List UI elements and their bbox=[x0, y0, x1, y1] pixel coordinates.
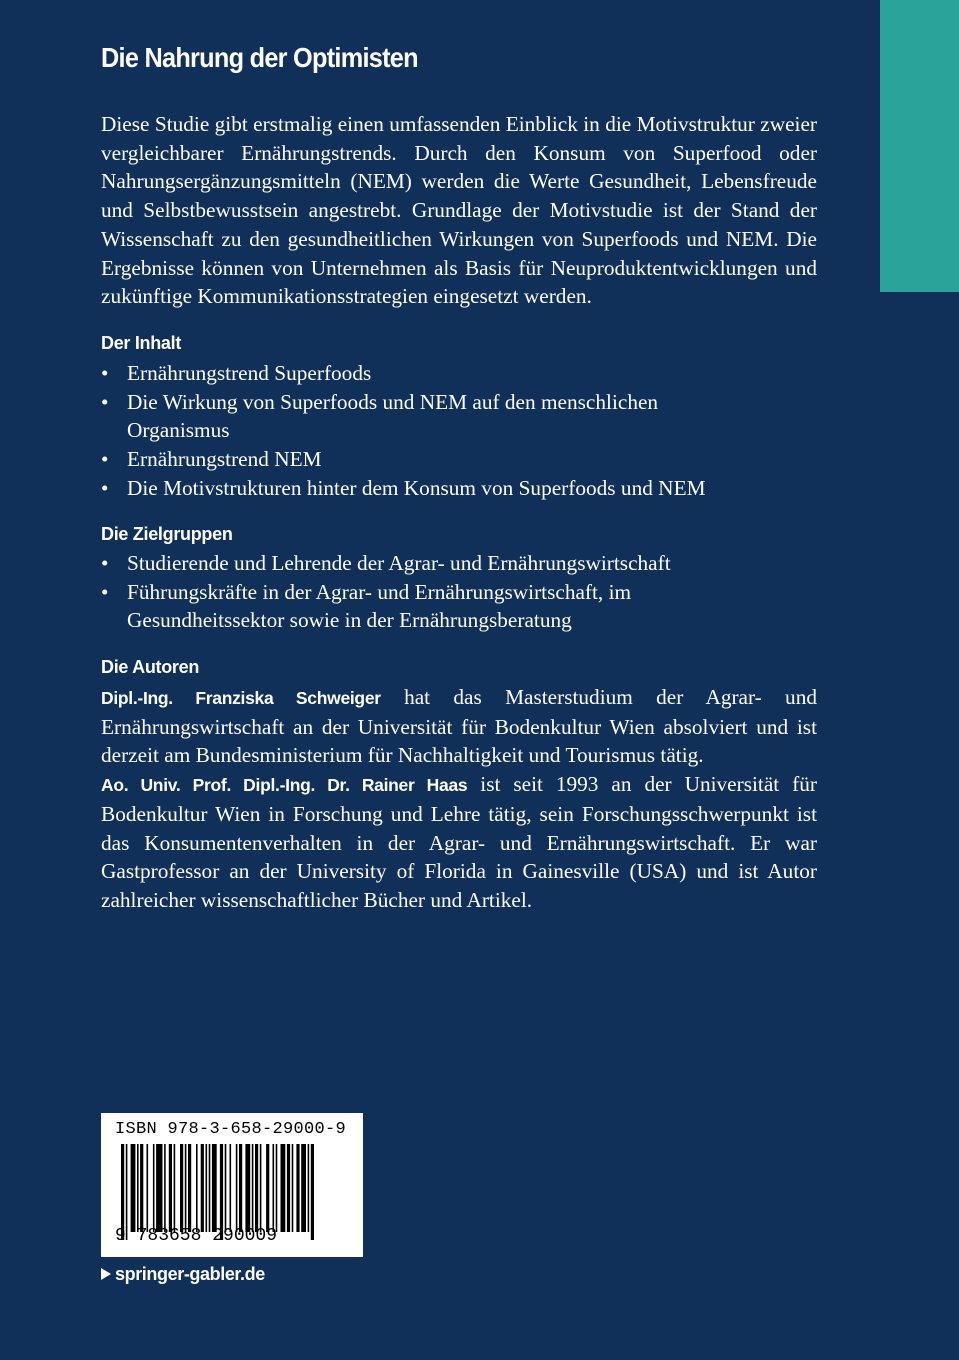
barcode-bar bbox=[201, 1144, 204, 1232]
isbn-label: ISBN 978-3-658-29000-9 bbox=[115, 1120, 347, 1139]
barcode-bar bbox=[206, 1144, 208, 1232]
barcode-bar bbox=[308, 1144, 310, 1232]
barcode-bar bbox=[156, 1144, 162, 1232]
barcode-bar bbox=[296, 1144, 299, 1232]
barcode-bar bbox=[260, 1144, 262, 1232]
barcode-bar bbox=[255, 1144, 258, 1232]
barcode-bar bbox=[281, 1144, 286, 1232]
list-item: • Führungskräfte in der Agrar- und Ernährungswirtschaft, im Gesundheitssektor sowie in der Ernährungsberatung bbox=[101, 579, 632, 633]
barcode-bar bbox=[185, 1144, 187, 1232]
author-bio: hat das Masterstudium der Agrar- und Ernährungswirtschaft an der Universität für Bodenkultur Wien absolviert und ist derzeit am Bundesministerium für Nachhaltigkeit und Tourismus tätig. bbox=[101, 685, 818, 768]
book-title: Die Nahrung der Optimisten bbox=[101, 42, 418, 73]
barcode-bar bbox=[311, 1144, 314, 1240]
author-bio: ist seit 1993 an der Universität für Bodenkultur Wien in Forschung und Lehre tätig, sein Forschungsschwerpunkt ist das Konsumentenverhalten in der Agrar- und Ernährungswirtschaft. Er war Gastprofessor an der University of Florida in Gainesville (USA) und ist Autor zahlreicher wissenschaftlicher Bücher und Artikel. bbox=[101, 772, 817, 912]
barcode-bar bbox=[276, 1144, 278, 1232]
intro-paragraph: Diese Studie gibt erstmalig einen umfassenden Einblick in die Motivstruktur zweier vergleichbarer Ernährungstrends. Durch den Konsum von Superfood oder Nahrungsergänzungsmitteln (NEM) werden die Werte Gesundheit, Lebensfreude und Selbstbewusstsein angestrebt. Grundlage der Motivstudie ist der Stand der Wissenschaft zu den gesundheitlichen Wirkungen von Superfoods und NEM. Die Ergebnisse können von Unternehmen als Basis für Neuproduktentwicklungen und zukünftige Kommunikationsstrategien eingesetzt werden. bbox=[101, 112, 817, 309]
barcode-bar bbox=[287, 1144, 290, 1232]
barcode-bar bbox=[131, 1144, 136, 1232]
barcode-digits: 9 783658 290009 bbox=[115, 1226, 278, 1246]
authors-section bbox=[101, 683, 817, 915]
barcode-bar bbox=[180, 1144, 183, 1232]
accent-bar bbox=[880, 0, 959, 292]
barcode-bar bbox=[209, 1144, 211, 1232]
author-name: Ao. Univ. Prof. Dipl.-Ing. Dr. Rainer Haas bbox=[101, 775, 468, 796]
barcode-bar bbox=[174, 1144, 176, 1232]
list-item: • Die Motivstrukturen hinter dem Konsum von Superfoods und NEM bbox=[101, 475, 706, 500]
barcode-bar bbox=[140, 1144, 143, 1232]
barcode-bar bbox=[196, 1144, 198, 1232]
contents-heading: Der Inhalt bbox=[101, 333, 182, 353]
author-entry bbox=[101, 683, 817, 770]
isbn-barcode bbox=[101, 1113, 363, 1257]
list-item: • Studierende und Lehrende der Agrar- und Ernährungswirtschaft bbox=[101, 551, 671, 575]
list-item: • Die Wirkung von Superfoods und NEM auf den menschlichen Organismus bbox=[101, 389, 659, 443]
barcode-bar bbox=[292, 1144, 294, 1232]
barcode-bar bbox=[147, 1144, 149, 1232]
barcode-bar bbox=[188, 1144, 191, 1232]
barcode-bar bbox=[266, 1144, 269, 1232]
barcode-bar bbox=[212, 1144, 217, 1232]
barcode-bar bbox=[273, 1144, 275, 1232]
list-item: • Ernährungstrend Superfoods bbox=[101, 361, 372, 385]
publisher-website[interactable]: springer-gabler.de bbox=[101, 1264, 265, 1285]
arrow-right-icon bbox=[101, 1268, 111, 1280]
barcode-bar bbox=[164, 1144, 166, 1232]
barcode-bar bbox=[239, 1144, 242, 1232]
barcode-bar bbox=[245, 1144, 250, 1232]
barcode-bar bbox=[301, 1144, 306, 1232]
author-entry bbox=[101, 770, 817, 915]
barcode-bar bbox=[252, 1144, 254, 1232]
barcode-bar bbox=[230, 1144, 232, 1232]
barcode-bar bbox=[225, 1144, 227, 1232]
contents-list bbox=[101, 359, 817, 503]
list-item: • Ernährungstrend NEM bbox=[101, 447, 322, 472]
audience-heading: Die Zielgruppen bbox=[101, 524, 233, 544]
barcode-bar bbox=[236, 1144, 238, 1232]
authors-heading: Die Autoren bbox=[101, 657, 200, 677]
author-name: Dipl.-Ing. Franziska Schweiger bbox=[101, 688, 381, 708]
barcode-bar bbox=[137, 1144, 139, 1232]
barcode-bar bbox=[169, 1144, 172, 1232]
audience-list bbox=[101, 549, 817, 635]
barcode-bar bbox=[153, 1144, 155, 1232]
